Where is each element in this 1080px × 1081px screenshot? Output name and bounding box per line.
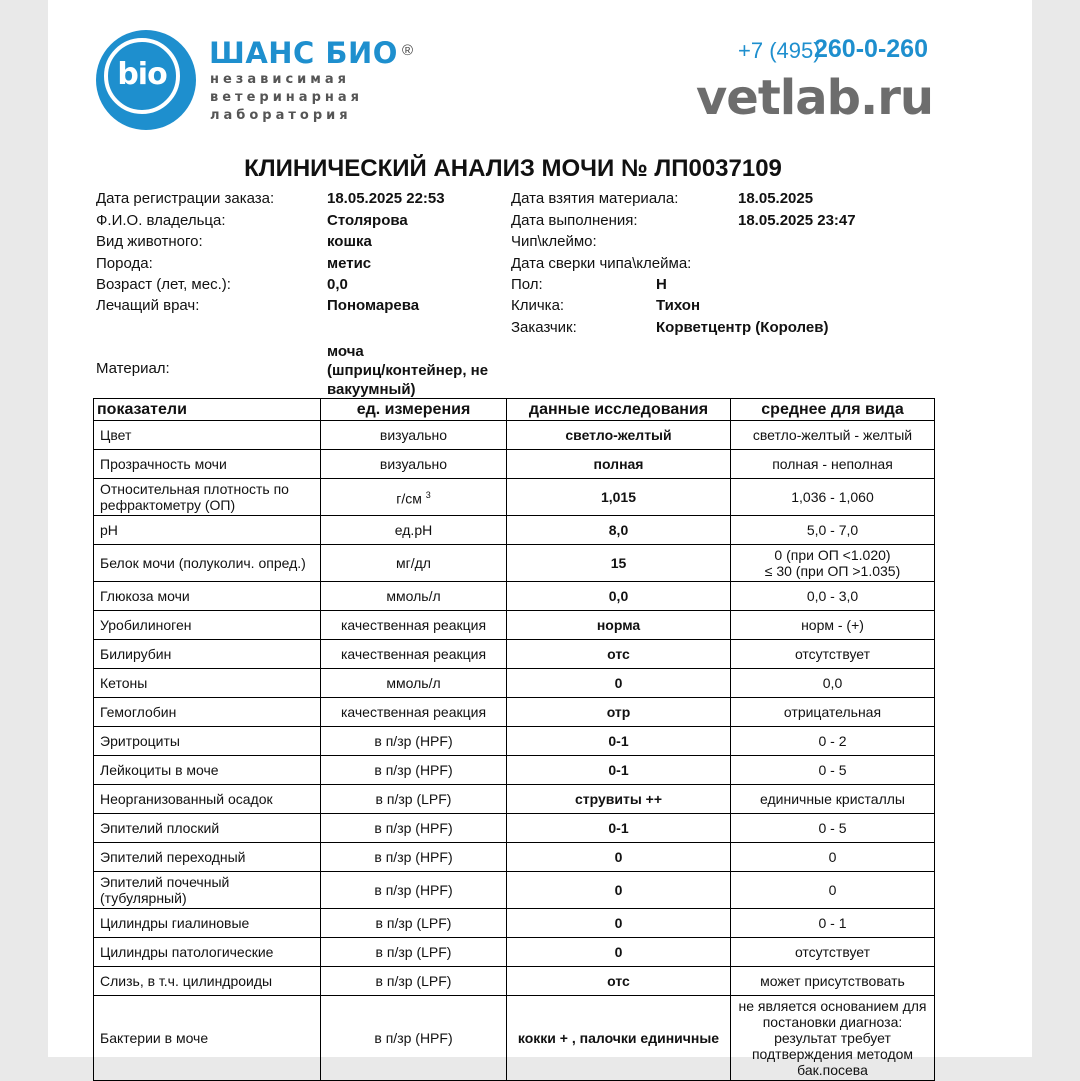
customer-value: Корветцентр (Королев) [656, 319, 829, 336]
brand-name: ШАНС БИО [209, 36, 398, 70]
test-name: Относительная плотность по рефрактометру (ОП) [94, 479, 321, 516]
reference-line: подтверждения методом [751, 1046, 914, 1062]
test-reference: 0 [731, 872, 935, 909]
test-reference: 0 - 5 [731, 756, 935, 785]
test-name: Белок мочи (полуколич. опред.) [94, 545, 321, 582]
brand-tagline-2: ветеринарная [210, 90, 363, 105]
material-label: Материал: [96, 360, 170, 377]
test-result: полная [507, 450, 731, 479]
breed-value: метис [327, 255, 372, 272]
test-reference: норм - (+) [731, 611, 935, 640]
sample-date-value: 18.05.2025 [738, 190, 814, 207]
registered-mark: ® [402, 42, 414, 59]
test-name: Прозрачность мочи [94, 450, 321, 479]
test-reference: 0,0 [731, 669, 935, 698]
test-unit: ммоль/л [321, 669, 507, 698]
owner-value: Столярова [327, 212, 408, 229]
done-date-value: 18.05.2025 23:47 [738, 212, 856, 229]
reference-line: не является основанием для [738, 998, 927, 1014]
species-value: кошка [327, 233, 372, 250]
test-result: струвиты ++ [507, 785, 731, 814]
table-row [94, 545, 935, 582]
reg-date-label: Дата регистрации заказа: [96, 190, 275, 207]
test-result: 0,0 [507, 582, 731, 611]
test-name: Глюкоза мочи [94, 582, 321, 611]
brand-tagline-1: независимая [210, 72, 351, 87]
test-name: Эпителий переходный [94, 843, 321, 872]
test-name: Цилиндры гиалиновые [94, 909, 321, 938]
phone-code: +7 (495) [738, 38, 821, 63]
table-row [94, 516, 935, 545]
reference-line: ≤ 30 (при ОП >1.035) [764, 563, 901, 579]
test-result: 8,0 [507, 516, 731, 545]
reference-line: бак.посева [797, 1062, 868, 1078]
table-row [94, 640, 935, 669]
test-name: Неорганизованный осадок [94, 785, 321, 814]
test-name: pH [94, 516, 321, 545]
results-table [93, 398, 935, 1081]
test-name: Цвет [94, 421, 321, 450]
test-result: 0 [507, 843, 731, 872]
test-reference: 0 [731, 843, 935, 872]
test-unit: в п/зр (HPF) [321, 872, 507, 909]
breed-label: Порода: [96, 255, 153, 272]
report-sheet [48, 0, 1032, 1078]
table-row [94, 421, 935, 450]
test-name: Гемоглобин [94, 698, 321, 727]
table-row [94, 785, 935, 814]
test-name: Цилиндры патологические [94, 938, 321, 967]
nickname-label: Кличка: [511, 297, 565, 314]
test-result: 0-1 [507, 814, 731, 843]
doctor-value: Пономарева [327, 297, 420, 314]
test-name: Эпителий плоский [94, 814, 321, 843]
test-result: 1,015 [507, 479, 731, 516]
sex-value: Н [656, 276, 667, 293]
table-row [94, 611, 935, 640]
test-result: отр [507, 698, 731, 727]
table-row [94, 909, 935, 938]
test-unit: в п/зр (HPF) [321, 727, 507, 756]
unit-superscript: 3 [425, 490, 431, 501]
test-result: отс [507, 640, 731, 669]
test-reference: 0 - 2 [731, 727, 935, 756]
table-row [94, 582, 935, 611]
test-name: Эритроциты [94, 727, 321, 756]
test-reference [731, 545, 935, 582]
test-unit [321, 479, 507, 516]
test-unit: качественная реакция [321, 611, 507, 640]
test-result: 0 [507, 669, 731, 698]
website: vetlab.ru [696, 70, 934, 126]
owner-label: Ф.И.О. владельца: [96, 212, 226, 229]
test-result: отс [507, 967, 731, 996]
reg-date-value: 18.05.2025 22:53 [327, 190, 445, 207]
table-row [94, 814, 935, 843]
test-result: 15 [507, 545, 731, 582]
table-row [94, 479, 935, 516]
material-line: моча [327, 343, 364, 360]
test-unit: в п/зр (HPF) [321, 843, 507, 872]
table-row [94, 698, 935, 727]
table-row [94, 938, 935, 967]
test-unit: в п/зр (LPF) [321, 909, 507, 938]
logo-text: bio [117, 57, 167, 92]
test-reference: отсутствует [731, 640, 935, 669]
material-line: (шприц/контейнер, не [327, 362, 489, 379]
test-unit: в п/зр (LPF) [321, 938, 507, 967]
table-row [94, 843, 935, 872]
species-label: Вид животного: [96, 233, 203, 250]
table-row [94, 967, 935, 996]
table-row [94, 727, 935, 756]
age-label: Возраст (лет, мес.): [96, 276, 231, 293]
test-result: 0 [507, 938, 731, 967]
test-unit: качественная реакция [321, 640, 507, 669]
column-header: ед. измерения [321, 399, 507, 421]
test-reference [731, 996, 935, 1081]
column-header: данные исследования [507, 399, 731, 421]
table-row [94, 996, 935, 1081]
test-result: 0-1 [507, 727, 731, 756]
test-name: Бактерии в моче [94, 996, 321, 1081]
reference-line: 0 (при ОП <1.020) [774, 547, 891, 563]
test-name: Лейкоциты в моче [94, 756, 321, 785]
test-name: Уробилиноген [94, 611, 321, 640]
age-value: 0,0 [327, 276, 348, 293]
test-result: светло-желтый [507, 421, 731, 450]
test-result: 0-1 [507, 756, 731, 785]
test-result: 0 [507, 909, 731, 938]
test-unit: качественная реакция [321, 698, 507, 727]
test-unit: визуально [321, 421, 507, 450]
test-reference: единичные кристаллы [731, 785, 935, 814]
reference-line: результат требует [774, 1030, 891, 1046]
document-title: КЛИНИЧЕСКИЙ АНАЛИЗ МОЧИ № ЛП0037109 [244, 155, 782, 182]
test-name: Эпителий почечный (тубулярный) [94, 872, 321, 909]
table-row [94, 669, 935, 698]
table-row [94, 450, 935, 479]
test-reference: отсутствует [731, 938, 935, 967]
test-name: Билирубин [94, 640, 321, 669]
test-reference: 0,0 - 3,0 [731, 582, 935, 611]
test-unit: в п/зр (HPF) [321, 814, 507, 843]
test-unit: ммоль/л [321, 582, 507, 611]
test-result: норма [507, 611, 731, 640]
test-reference: 1,036 - 1,060 [731, 479, 935, 516]
test-name: Кетоны [94, 669, 321, 698]
done-date-label: Дата выполнения: [511, 212, 638, 229]
sex-label: Пол: [511, 276, 543, 293]
test-reference: 0 - 5 [731, 814, 935, 843]
test-result: кокки + , палочки единичные [507, 996, 731, 1081]
test-reference: светло-желтый - желтый [731, 421, 935, 450]
sample-date-label: Дата взятия материала: [511, 190, 679, 207]
doctor-label: Лечащий врач: [96, 297, 200, 314]
table-row [94, 872, 935, 909]
test-reference: может присутствовать [731, 967, 935, 996]
test-unit: в п/зр (HPF) [321, 756, 507, 785]
material-value [327, 342, 488, 399]
unit-text: г/см [396, 490, 422, 507]
table-header-row [94, 399, 935, 421]
chip-label: Чип\клеймо: [511, 233, 597, 250]
reference-line: постановки диагноза: [762, 1014, 903, 1030]
test-reference: 0 - 1 [731, 909, 935, 938]
chip-check-label: Дата сверки чипа\клейма: [511, 255, 692, 272]
material-line: вакуумный) [327, 381, 416, 398]
test-result: 0 [507, 872, 731, 909]
test-unit: ед.pH [321, 516, 507, 545]
test-unit: мг/дл [321, 545, 507, 582]
customer-label: Заказчик: [511, 319, 577, 336]
test-reference: полная - неполная [731, 450, 935, 479]
test-unit: визуально [321, 450, 507, 479]
test-reference: отрицательная [731, 698, 935, 727]
phone-number: 260-0-260 [814, 35, 928, 63]
column-header: показатели [94, 399, 321, 421]
lab-logo [96, 30, 196, 130]
test-name: Слизь, в т.ч. цилиндроиды [94, 967, 321, 996]
test-unit: в п/зр (HPF) [321, 996, 507, 1081]
brand-tagline-3: лаборатория [210, 108, 352, 123]
test-unit: в п/зр (LPF) [321, 967, 507, 996]
test-reference: 5,0 - 7,0 [731, 516, 935, 545]
table-row [94, 756, 935, 785]
nickname-value: Тихон [656, 297, 701, 314]
test-unit: в п/зр (LPF) [321, 785, 507, 814]
column-header: среднее для вида [731, 399, 935, 421]
